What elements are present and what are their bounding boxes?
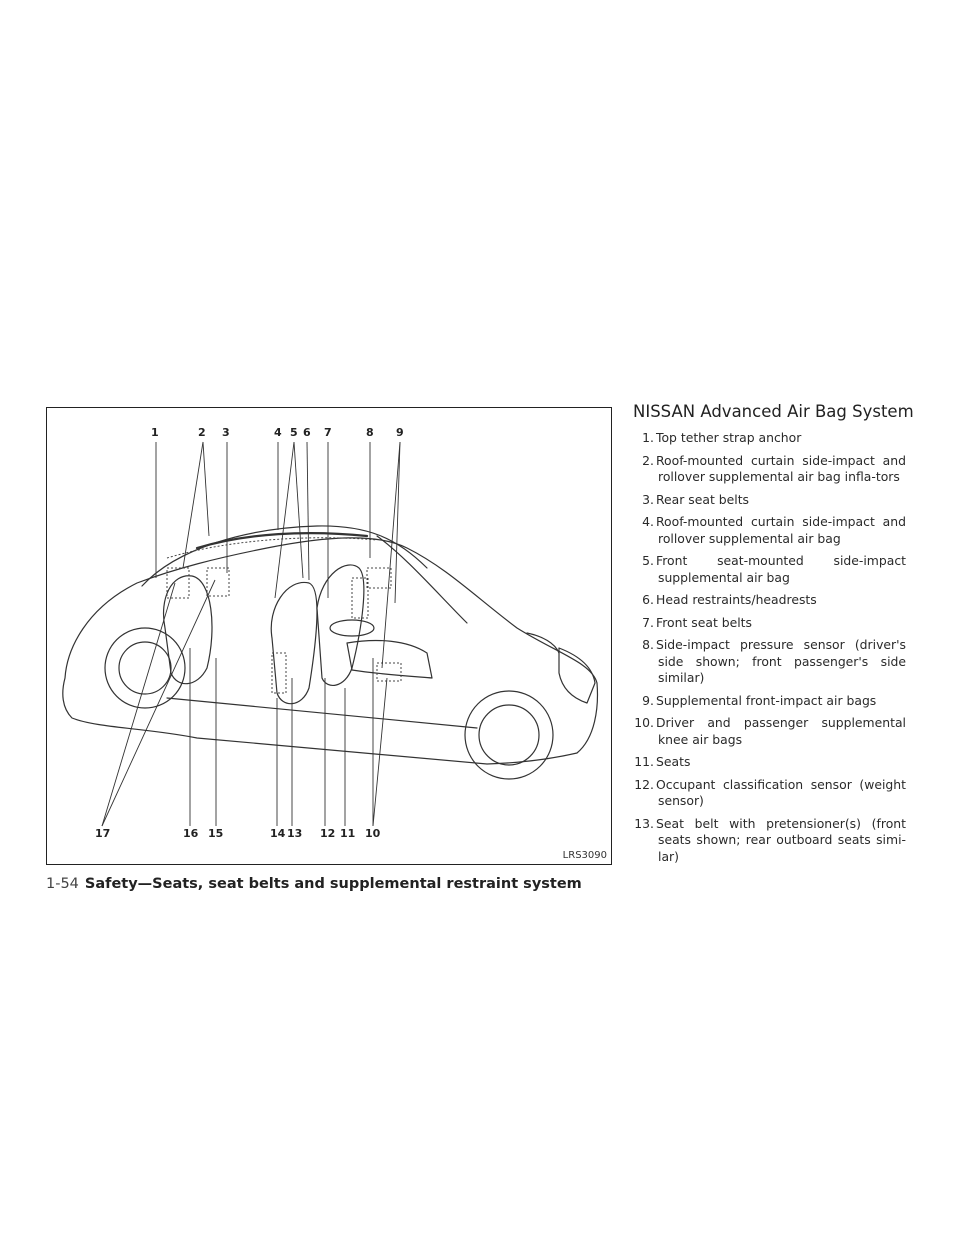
list-item: 8. Side-impact pressure sensor (driver's side shown; front passenger's side similar) [642,637,906,685]
front-seat [271,582,317,703]
rear-seat [164,576,212,684]
callout-label: 1 [151,426,159,439]
door-line [167,698,477,728]
front-side-airbag-zone [352,578,368,618]
callout-label: 10 [365,827,381,840]
section-title: NISSAN Advanced Air Bag System [633,402,914,421]
list-item: 7. Front seat belts [642,614,752,630]
windshield [377,536,467,623]
knee-airbag-zone [377,663,401,681]
grille [559,648,595,703]
callout-label: 9 [396,426,404,439]
driver-seat [317,565,364,685]
list-item: 3. Rear seat belts [642,491,750,507]
car-illustration [47,408,611,864]
rear-airbag-zone [167,568,189,598]
dashboard [347,640,432,678]
list-item: 9. Supplemental front-impact air bags [642,692,877,708]
car-body [63,538,598,764]
callout-label: 12 [320,827,336,840]
callout-label: 13 [287,827,303,840]
front-wheel [465,691,553,779]
callout-label: 6 [303,426,311,439]
pressure-sensor-zone [367,568,391,588]
list-item: 4. Roof-mounted curtain side-impact and rollover supplemental air bag [642,514,906,546]
callout-label: 14 [270,827,286,840]
callout-label: 4 [274,426,282,439]
car-airbag-diagram [46,407,612,865]
callout-label: 3 [222,426,230,439]
callout-label: 8 [366,426,374,439]
list-item: 12. Occupant classification sensor (weight sensor) [634,776,906,808]
list-item: 11. Seats [634,754,691,769]
steering-wheel [330,620,374,636]
figure-id: LRS3090 [562,850,607,861]
callout-label: 17 [95,827,111,840]
list-item: 2. Roof-mounted curtain side-impact and rollover supplemental air bag infla-tors [642,452,906,484]
list-item: 6. Head restraints/headrests [642,592,817,607]
list-item: 1. Top tether strap anchor [642,430,802,445]
list-item: 10. Driver and passenger supplemental knee air bags [634,715,906,747]
rear-airbag-zone-2 [207,568,229,596]
list-item: 13. Seat belt with pretensioner(s) (front seats shown; rear outboard seats simi-lar) [634,815,906,864]
callout-label: 2 [198,426,206,439]
list-item: 5. Front seat-mounted side-impact supplemental air bag [642,553,906,585]
component-list [633,430,906,871]
chapter-title: Safety—Seats, seat belts and supplemental restraint system [84,876,582,892]
page-footer [46,876,582,892]
callout-label: 5 [290,426,298,439]
callout-label: 15 [208,827,224,840]
callout-label: 7 [324,426,332,439]
page-number: 1-54 [46,876,79,892]
rear-wheel [105,628,185,708]
callout-label: 16 [183,827,199,840]
callout-label: 11 [340,827,356,840]
